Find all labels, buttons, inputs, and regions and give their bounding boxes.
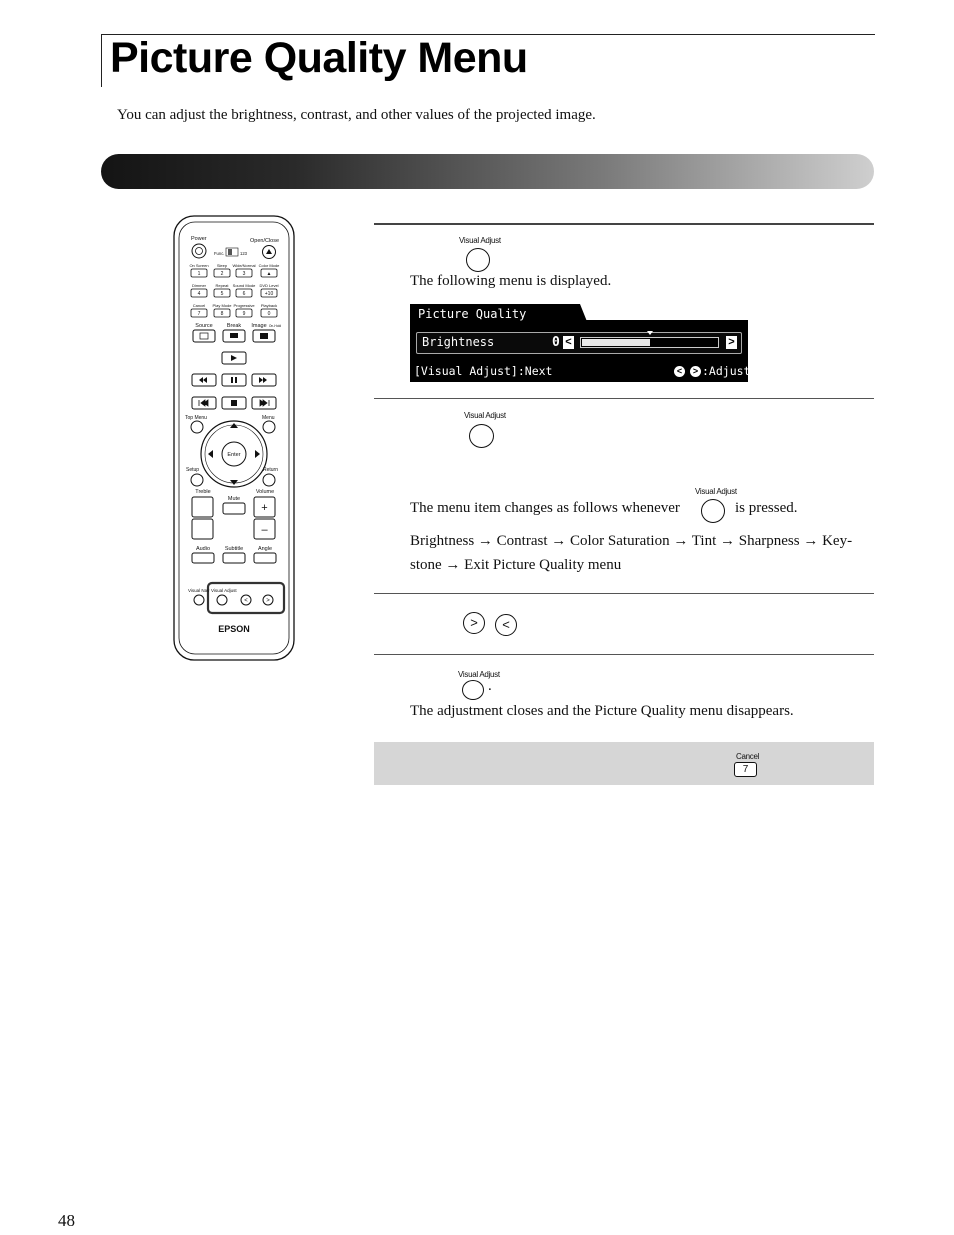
remote-key-number: 8	[220, 311, 224, 317]
remote-key-label: On Screen	[189, 263, 209, 268]
osd-footer-right-icon: >	[690, 366, 701, 377]
remote-key-label: Color Mode	[258, 263, 280, 268]
remote-pause-button[interactable]	[222, 374, 246, 386]
remote-key-number: 2	[220, 271, 224, 277]
osd-right-arrow: >	[726, 336, 737, 349]
osd-left-arrow: <	[563, 336, 574, 349]
remote-vol-plus: +	[261, 502, 268, 514]
remote-angle-label: Angle	[257, 546, 273, 552]
section-band	[101, 154, 874, 189]
note-cancel-key: 7	[734, 762, 757, 777]
remote-key-label: Sleep	[216, 263, 228, 268]
remote-source-label: Source	[195, 323, 213, 329]
remote-top-menu-button[interactable]	[191, 421, 203, 433]
step1-text: The following menu is displayed.	[410, 273, 612, 289]
remote-key-number: 7	[197, 311, 201, 317]
intro-text: You can adjust the brightness, contrast, and other values of the projected image.	[117, 107, 596, 123]
remote-key-label: Cancel	[192, 303, 206, 308]
step2-rule	[374, 398, 874, 399]
step2-inline-caption: Visual Adjust	[695, 487, 737, 496]
remote-setup-label: Setup	[186, 467, 200, 473]
remote-menu-label: Menu	[262, 415, 275, 421]
remote-mute-button[interactable]	[223, 503, 245, 514]
remote-mute-label: Mute	[227, 496, 241, 502]
remote-key-label: Wide/Normal	[232, 263, 256, 268]
remote-angle-button[interactable]	[254, 553, 276, 563]
remote-visual-nav-button[interactable]	[194, 595, 204, 605]
remote-key-number: 5	[220, 291, 224, 297]
remote-return-button[interactable]	[263, 474, 275, 486]
remote-source-button[interactable]	[193, 330, 215, 342]
remote-control-illustration	[172, 214, 296, 662]
remote-visual-nav-label: Visual Nav	[188, 588, 210, 593]
remote-key-number: 1	[197, 271, 201, 277]
step4-visual-adjust-button	[462, 680, 484, 700]
remote-visual-adjust-button[interactable]	[217, 595, 227, 605]
pause-icon	[231, 377, 233, 383]
remote-open-close-label: Open/Close	[250, 238, 280, 244]
remote-menu-button[interactable]	[263, 421, 275, 433]
remote-power-label: Power	[191, 236, 207, 242]
step3-right-button: >	[463, 612, 485, 634]
remote-func-right: 123	[240, 251, 247, 256]
step2-visual-adjust-button	[469, 424, 494, 448]
remote-key-number: 9	[242, 311, 246, 317]
step2-inline-button	[701, 499, 725, 523]
remote-volume-label: Volume	[255, 489, 275, 495]
remote-key-label: Progressive	[233, 303, 255, 308]
osd-footer-next: [Visual Adjust]:Next	[414, 364, 553, 378]
osd-footer-left-icon: <	[674, 366, 685, 377]
remote-key-number: +10	[264, 291, 274, 297]
remote-subtitle-button[interactable]	[223, 553, 245, 563]
remote-audio-label: Audio	[195, 546, 211, 552]
remote-key-label: DVD Level	[259, 283, 279, 288]
remote-key-number: 6	[242, 291, 246, 297]
step4-button-caption: Visual Adjust	[458, 670, 500, 679]
remote-key-number: 4	[197, 291, 201, 297]
note-box	[374, 742, 874, 785]
remote-top-menu-label: Top Menu	[185, 415, 207, 421]
remote-break-label: Break	[226, 323, 242, 329]
remote-key-label: Sound Mode	[232, 283, 256, 288]
remote-treble-label: Treble	[195, 489, 211, 495]
remote-key-label: Dimmer	[192, 283, 206, 288]
step2-button-caption: Visual Adjust	[464, 411, 506, 420]
step1-visual-adjust-button	[466, 248, 490, 272]
step4-rule	[374, 654, 874, 655]
remote-key-number: 0	[267, 311, 271, 317]
step2-text-after: is pressed.	[735, 500, 798, 516]
remote-key-label: Play Mode	[212, 303, 232, 308]
step4-period: .	[488, 678, 492, 694]
osd-footer-adjust: :Adjust	[702, 364, 751, 378]
break-icon	[230, 333, 238, 338]
osd-tab: Picture Quality	[410, 304, 580, 324]
remote-enter-label: Enter	[227, 452, 241, 458]
remote-treble-up[interactable]	[192, 497, 213, 517]
remote-adjust-left-label: <	[244, 598, 248, 604]
step4-text: The adjustment closes and the Picture Quality menu disappears.	[410, 703, 794, 719]
page-title: Picture Quality Menu	[110, 34, 528, 82]
remote-key-number: ▲	[266, 271, 272, 277]
remote-vol-minus: –	[261, 524, 268, 536]
remote-return-label: Return	[263, 467, 279, 473]
remote-key-label: Repeat	[215, 283, 229, 288]
picture-quality-osd	[410, 304, 751, 382]
remote-func-left: Func.	[214, 251, 225, 256]
remote-visual-adjust-label: Visual Adjust	[211, 588, 237, 593]
remote-adjust-right-label: >	[266, 598, 270, 604]
step2-sequence-line1: Brightness → Contrast → Color Saturation → Tint → Sharpness → Key-	[410, 533, 853, 549]
remote-brand-logo: EPSON	[218, 624, 250, 634]
image-icon	[260, 333, 268, 339]
step3-left-button: <	[495, 614, 517, 636]
remote-image-label: Image	[251, 323, 267, 329]
remote-setup-button[interactable]	[191, 474, 203, 486]
step1-rule	[374, 223, 874, 225]
page-number: 48	[58, 1211, 75, 1230]
osd-item-label: Brightness	[422, 335, 495, 349]
osd-default-marker	[647, 331, 653, 335]
step2-sequence-line2: stone → Exit Picture Quality menu	[410, 557, 622, 573]
step1-button-caption: Visual Adjust	[459, 236, 501, 245]
step2-text-before: The menu item changes as follows whenever	[410, 500, 680, 516]
stop-icon	[231, 400, 237, 406]
remote-audio-button[interactable]	[192, 553, 214, 563]
osd-level-fill	[582, 339, 650, 346]
remote-image-sub-label: On-Hold	[268, 324, 282, 328]
osd-item-value: 0	[552, 335, 560, 350]
remote-treble-down[interactable]	[192, 519, 213, 539]
note-cancel-caption: Cancel	[736, 752, 760, 761]
remote-key-number: 3	[242, 271, 246, 277]
remote-key-label: Playback	[260, 303, 278, 308]
remote-power-button[interactable]	[192, 244, 206, 258]
step3-rule	[374, 593, 874, 594]
remote-subtitle-label: Subtitle	[224, 546, 244, 552]
